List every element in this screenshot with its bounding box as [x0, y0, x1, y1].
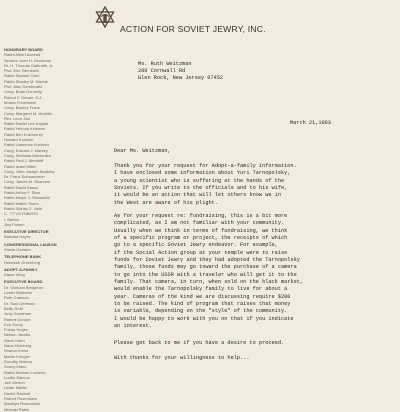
sidebar-name: Rabbi Albert Axelrad: [4, 52, 41, 58]
sidebar-name: Cong. Nicholas Mavroules: [4, 152, 51, 158]
paragraph-1: [114, 163, 400, 207]
letter-line: a young scientist who is suffering at the hands of the: [114, 177, 285, 184]
sidebar-name: Sonny Mann: [4, 364, 27, 370]
sidebar-name: Cong. Brian Donnelly: [4, 89, 42, 95]
sidebar-name: Dr. H. Thomas Galbraith, Jr.: [4, 62, 54, 68]
sidebar-name: Rabbi Ben Kushnerey: [4, 131, 43, 137]
sidebar-name: Cong. Barney Frank: [4, 105, 40, 111]
sidebar-name: Rabbi Israel Miller: [4, 163, 37, 169]
sidebar-name: Frieda Horjen: [4, 327, 29, 333]
sidebar-name: Rabbi Paul J. Menitoff: [4, 158, 44, 164]
letter-line: to be raised. The kind of program that raises that money: [114, 301, 291, 308]
sidebar-name: Barbara Hayes: [4, 234, 31, 240]
sidebar-name: Diana Wing: [4, 272, 25, 278]
sidebar-name: Dorothy Marcus: [4, 358, 33, 364]
sidebar-name: Nelson Jacobs: [4, 332, 31, 338]
sidebar-name: Sheila Garland: [4, 246, 31, 252]
sidebar-name: Madelyn Rosenstein: [4, 401, 41, 407]
letter-line: Soviets. If you write to the officials and to his wife,: [114, 185, 288, 192]
sidebar-name: Howard Kushner: [4, 137, 34, 143]
sidebar-name: Cong. James M. Shannon: [4, 179, 51, 185]
sidebar-name: Rabbi Lawrence Kushner: [4, 142, 49, 148]
sidebar-name: Rabbi Stanley M. Davids: [4, 78, 48, 84]
letter-line: I have enclosed some information about Yuri Tarnopolsky,: [114, 170, 291, 177]
sidebar-name: Rabbi Michael Luckens: [4, 369, 46, 375]
recipient-street: 286 Cornwall Rd: [138, 68, 186, 74]
sidebar-name: Rebekah Greenberg: [4, 259, 41, 265]
sidebar-name: Rev. Leon Jick: [4, 115, 30, 121]
sidebar-name: Rabbi Sidney Z. Vinik: [4, 205, 43, 211]
sidebar-name: Cong. Edward J. Markey: [4, 147, 48, 153]
sidebar-name: Senator Joan H. Deckman: [4, 57, 51, 63]
sidebar-name: Robert Rosenstein: [4, 396, 38, 401]
sidebar-name: Nava Kleinberg: [4, 343, 32, 349]
sidebar-name: C. '77 VOYNBERG: [4, 211, 39, 217]
sidebar-name: Lucille Marcus: [4, 374, 30, 380]
sidebar-name: Robert Gordon: [4, 316, 31, 322]
letter-line: funds for Soviet Jewry and they had adopted the Tarnopolsky: [114, 257, 300, 264]
letter-line: family. That camera, in turn, when sold on the black market,: [114, 279, 304, 286]
sidebar-name: Sharon Kress: [4, 348, 29, 354]
paragraph-2: [114, 213, 400, 331]
salutation: Dear Ms. Weitzman,: [114, 148, 171, 154]
sidebar-name: Martin Kringler: [4, 353, 31, 359]
letter-line: would enable the Tarnopolsky family to live for about a: [114, 286, 288, 293]
sidebar-heading: EXECUTIVE BOARD: [4, 279, 43, 285]
sidebar-name: Jiny Polsen: [4, 221, 25, 227]
letter-line: of a specific program or project, the receipts of which: [114, 235, 288, 242]
letter-line: the West are aware of his plight.: [114, 199, 218, 206]
letter-line: if the Social Action group at your temple were to raise: [114, 249, 288, 256]
sidebar-name: Rabbi Yehuda Kelemer: [4, 126, 45, 132]
sidebar-name: Rabbi Samuel Chiel: [4, 73, 40, 79]
letter-line: complicated, as I am not familiar with your community.: [114, 220, 285, 227]
sidebar-name: Rabbi Arthur F. Starr: [4, 190, 41, 196]
letter-line: As for your request re: fundraising, this is a bit more: [114, 213, 288, 219]
letter-line: year. Cameras of the kind we are discussing require $200: [114, 293, 291, 300]
closing-line-2: With thanks for your willingness to help...: [114, 355, 250, 361]
sidebar-name: Rabbi Daniel Lee Kaplan: [4, 121, 49, 127]
letter-line: an interest.: [114, 323, 152, 330]
sidebar-name: Robert F. Drinan, S.J.: [4, 94, 43, 100]
letter-line: Usually when we think in terms of fundraising, we think: [114, 227, 288, 234]
sidebar-name: Dr. Franz Schwarzman: [4, 174, 45, 180]
letter-line: Thank you for your request for Adopt-a-family information.: [114, 163, 297, 169]
letter-line: I would be happy to work with you on that if you indicate: [114, 315, 294, 322]
sidebar-name: Dr. Saul Derfman: [4, 300, 35, 306]
sidebar-name: Rabbi David Sasso: [4, 184, 39, 190]
sidebar-name: Eva Gorny: [4, 321, 23, 327]
letter-line: to go into the USSR with a traveler who will get it to the: [114, 271, 297, 278]
letter-line: is variable, depending on the "style" of the community.: [114, 308, 288, 315]
sidebar-heading: EXECUTIVE DIRECTOR: [4, 229, 49, 235]
sidebar-name: Cong. John Joseph Moakley: [4, 168, 55, 174]
recipient-address: [138, 61, 223, 82]
closing-line-1: Please get back to me if you have a desire to proceed.: [114, 340, 285, 346]
sidebar-name: Judy Goodman: [4, 311, 32, 317]
letter-line: it would be an action that will let others know we in: [114, 192, 281, 199]
letter-line: go to a specific Soviet Jewry endeavor. For example,: [114, 242, 278, 249]
sidebar-name: Cong. Margaret M. Heckler: [4, 110, 53, 116]
sidebar-name: Michael Rubin: [4, 406, 30, 412]
sidebar-name: Prof. Eliz. Bernstein: [4, 68, 40, 74]
sidebar-heading: ADOPT-A-FAMILY: [4, 266, 38, 272]
sidebar-name: Betty Gold: [4, 305, 23, 311]
sidebar-heading: CONGRESSIONAL LIAISON: [4, 241, 57, 247]
sidebar-name: Rabbi Walter Storm: [4, 200, 39, 206]
sidebar-heading: HONORARY BOARD: [4, 47, 43, 52]
letter-line: family, those funds may go toward the purchase of a camera: [114, 264, 297, 271]
sidebar-name: Joel Meiron: [4, 380, 25, 386]
letter-date: March 21,1983: [290, 120, 331, 126]
sidebar-name: Lester Brisbane: [4, 290, 33, 296]
sidebar-name: I. Barton: [4, 216, 20, 222]
sidebar-name: Steve Kahn: [4, 337, 25, 343]
sidebar-name: Ruth Cranson: [4, 295, 29, 301]
sidebar-name: Dr. Sheldon Benjamin: [4, 284, 43, 290]
sidebar-name: Prof. Alan Dershowitz: [4, 84, 43, 90]
sidebar-name: Moses Feuerstein: [4, 99, 36, 105]
recipient-city: Glen Rock, New Jersey 07452: [138, 75, 224, 81]
sidebar-heading: TELEPHONE BANK: [4, 254, 42, 260]
sidebar-name: Daniel Rabinet: [4, 390, 31, 396]
organization-logo-icon: [95, 6, 115, 30]
letterhead-sidebar: [4, 47, 82, 412]
sidebar-name: Rabbi Meyer J. Strassfeld: [4, 195, 50, 201]
recipient-name: Ms. Ruth Weitzman: [138, 61, 192, 67]
organization-name: ACTION FOR SOVIET JEWRY, INC.: [120, 24, 266, 34]
sidebar-name: Leslie Martel: [4, 385, 27, 391]
